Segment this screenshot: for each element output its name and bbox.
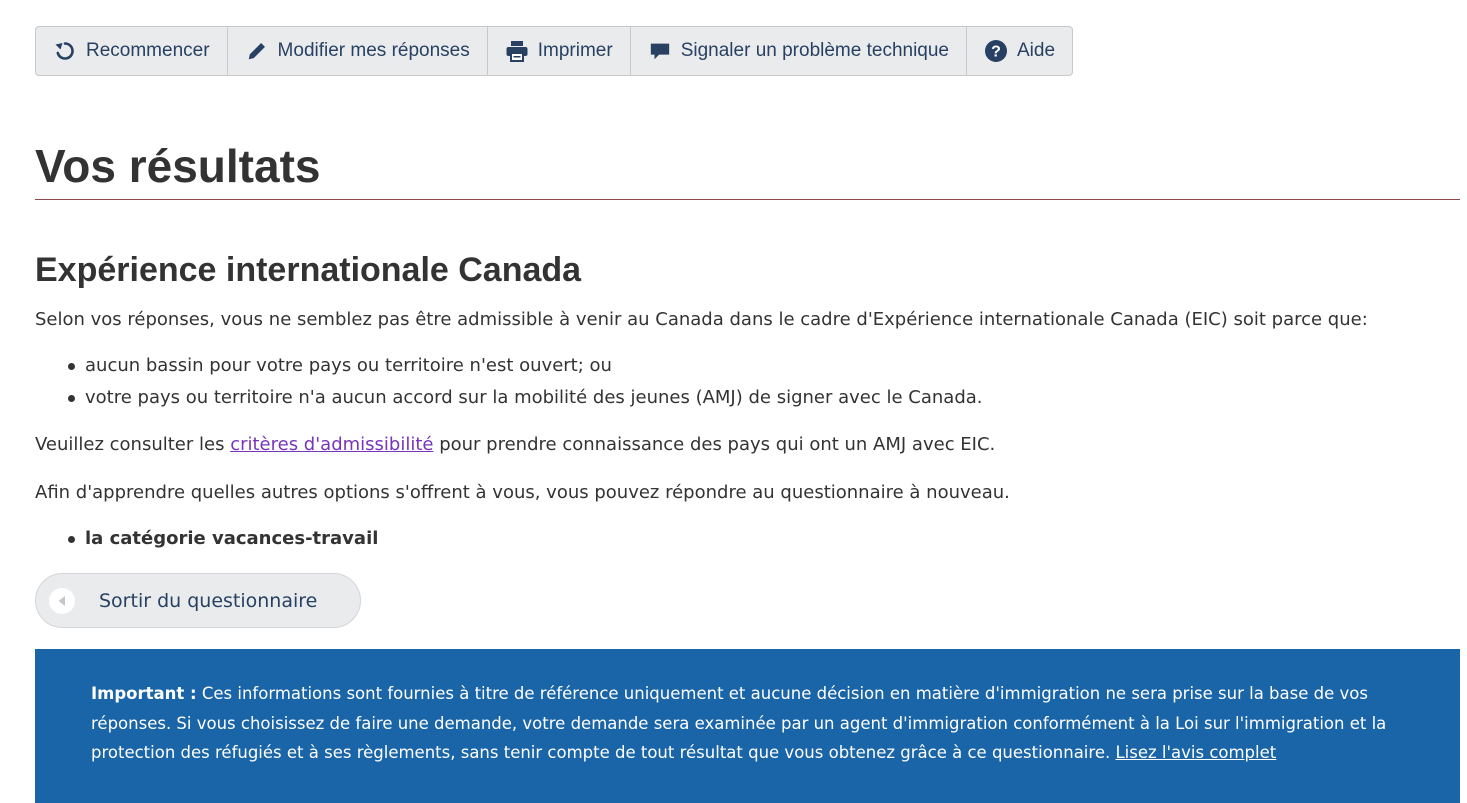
eligibility-criteria-link[interactable]: critères d'admissibilité (230, 434, 434, 455)
reasons-list (35, 350, 983, 414)
list-item: aucun bassin pour votre pays ou territoire n'est ouvert; ou (85, 350, 983, 382)
print-button[interactable] (488, 27, 631, 75)
restart-button[interactable] (36, 27, 228, 75)
comment-icon (648, 39, 672, 63)
edit-answers-button[interactable] (228, 27, 488, 75)
pencil-icon (245, 39, 269, 63)
intro-text: Selon vos réponses, vous ne semblez pas être admissible à venir au Canada dans le cadre d'Expérience internationale Canada (EIC) soit parce que: (35, 309, 1368, 330)
list-item: la catégorie vacances-travail (85, 523, 378, 555)
help-label: Aide (1017, 40, 1056, 61)
list-item: votre pays ou territoire n'a aucun accord sur la mobilité des jeunes (AMJ) de signer avec le Canada. (85, 382, 983, 414)
title-divider (35, 199, 1460, 200)
section-title: Expérience internationale Canada (35, 251, 582, 289)
report-problem-label: Signaler un problème technique (680, 40, 949, 61)
toolbar (35, 26, 1073, 76)
page-title: Vos résultats (35, 140, 321, 192)
question-icon (984, 39, 1008, 63)
svg-text:?: ? (991, 43, 1001, 61)
consult-text (35, 432, 995, 458)
edit-answers-label: Modifier mes réponses (277, 40, 470, 61)
printer-icon (505, 39, 529, 63)
categories-list (35, 523, 378, 555)
consult-prefix: Veuillez consulter les (35, 434, 231, 455)
report-problem-button[interactable] (631, 27, 967, 75)
help-button[interactable] (967, 27, 1072, 75)
notice-label: Important : (91, 684, 197, 703)
restart-label: Recommencer (86, 40, 210, 61)
notice-text: Ces informations sont fournies à titre de référence uniquement et aucune décision en matière d'immigration ne sera prise sur la base de vos réponses. Si vous choisissez de faire une demande, votre demande sera examinée par un agent d'immigration conformément à la Loi sur l'immigration et la protection des réfugiés et à ses règlements, sans tenir compte de tout résultat que vous obtenez grâce à ce questionnaire. (91, 684, 1387, 762)
consult-suffix: pour prendre connaissance des pays qui ont un AMJ avec EIC. (433, 434, 996, 455)
chevron-left-icon (49, 588, 75, 614)
exit-questionnaire-button[interactable] (35, 573, 361, 628)
exit-questionnaire-label: Sortir du questionnaire (99, 590, 318, 612)
important-notice (35, 649, 1460, 803)
options-text: Afin d'apprendre quelles autres options s'offrent à vous, vous pouvez répondre au questionnaire à nouveau. (35, 482, 1010, 503)
print-label: Imprimer (537, 40, 613, 61)
restart-icon (53, 39, 77, 63)
full-notice-link[interactable]: Lisez l'avis complet (1115, 743, 1277, 762)
